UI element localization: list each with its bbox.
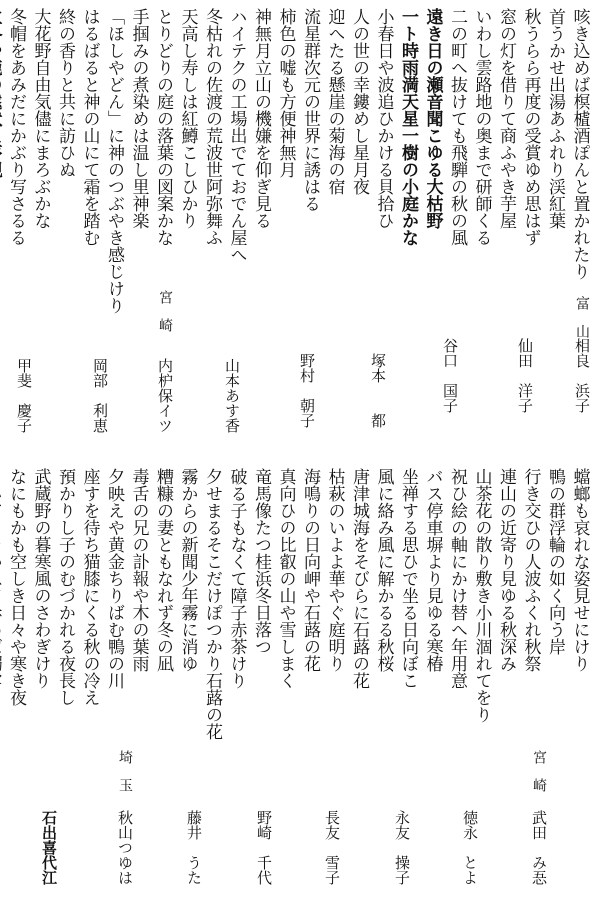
bottom-author-name-2: 徳永 とよ (461, 810, 479, 885)
bottom-verse-7: バス停車塀より見ゆる寒椿 (422, 468, 443, 672)
bottom-author-name-7: 秋山つゆは (116, 810, 134, 885)
top-verse-19: 手掴みの煮染めは温し里神楽 (128, 8, 149, 229)
top-verse-14: 神無月立山の機嫌を仰ぎ見る (251, 8, 271, 229)
bottom-author-name-5: 野崎 千代 (255, 810, 273, 885)
bottom-verse-19: 毒舌の兄の訃報や木の葉雨 (128, 468, 149, 672)
top-author-name-7: 内枦保イツ (156, 358, 174, 433)
top-author-name-9: 甲斐 慶子 (15, 358, 33, 433)
bottom-verse-17: 霧からの新聞少年霧に消ゆ (177, 468, 198, 672)
top-author-name-8: 岡部 利恵 (91, 358, 109, 433)
bottom-author-name-6: 藤井 うた (185, 810, 203, 885)
bottom-verse-12: 海鳴りの日向岬や石蕗の花 (300, 468, 320, 672)
top-author-prefecture-7: 宮 崎 (157, 290, 173, 332)
top-verse-1: 咳き込めば榠樝酒ぽんと置かれたり (569, 8, 590, 280)
top-verse-8: 一ト時雨満天星一樹の小庭かな (398, 8, 418, 246)
bottom-verse-13: 真向ひの比叡の山や雪しまく (275, 468, 296, 689)
top-verse-25 (0, 8, 6, 178)
top-verse-22: 終の香りと共に訪ひぬ (55, 8, 75, 178)
bottom-verse-6: 祝ひ絵の軸にかけ替へ年用意 (447, 468, 467, 689)
top-verse-23: 大花野自由気儘にまろぶかな (30, 8, 51, 229)
bottom-verse-3: 行き交ひの人波ふくれ秋祭 (520, 468, 541, 672)
bottom-verse-5: 山茶花の散り敷き小川涸れてをり (471, 468, 492, 723)
top-verse-15: ハイテクの工場出でておでん屋へ (226, 8, 247, 263)
bottom-verse-1: 蟷螂も哀れな姿見せにけり (569, 468, 590, 672)
bottom-verse-2: 鴨の群浮輪の如く向う岸 (545, 468, 565, 655)
top-author-prefecture-1: 富 山 (574, 296, 590, 338)
top-author-name-3: 谷口 国子 (441, 338, 459, 413)
top-verse-12: 流星群次元の世界に誘はる (300, 8, 320, 212)
bottom-verse-21: 座すを待ち猫膝にくる秋の冷え (79, 468, 100, 706)
top-author-name-5: 野村 朝子 (298, 353, 316, 428)
top-verse-3: 秋うらら再度の受賞ゆめ思はず (520, 8, 541, 246)
top-verse-17: 天高し寿しは紅鱒こしひかり (177, 8, 198, 229)
bottom-verse-14: 竜馬像たつ桂浜冬日落つ (251, 468, 271, 655)
top-verse-10: 人の世の幸鏤めし星月夜 (349, 8, 369, 195)
top-verse-18: とりどりの庭の落葉の図案かな (153, 8, 173, 246)
bottom-author-name-8: 石出喜代江 (40, 810, 58, 885)
bottom-verse-9: 風に絡み風に解かるる秋桜 (373, 468, 394, 672)
bottom-verse-18: 糟糠の妻ともなれず冬の凪 (153, 468, 173, 672)
bottom-verse-24: なにもかも空しき日々や寒き夜 (6, 468, 26, 706)
top-verse-11: 迎へたる懸崖の菊海の宿 (324, 8, 345, 195)
top-verse-6: 二の町へ抜けても飛騨の秋の風 (447, 8, 467, 246)
top-verse-20: 「ほしやどん」に神のつぶやき感じけり (104, 8, 124, 314)
bottom-author-name-4: 長友 雪子 (323, 810, 341, 885)
bottom-verse-4: 連山の近寄り見ゆる秋深み (496, 468, 516, 672)
top-verse-13: 柿色の嘘も方便神無月 (275, 8, 296, 178)
top-verse-5: いわし雲路地の奥まで研師くる (471, 8, 492, 246)
top-author-name-1: 相良 浜子 (573, 338, 591, 413)
bottom-author-prefecture-1: 宮 崎 (531, 750, 547, 792)
bottom-verse-22: 預かりし子のむづかれる夜長し (55, 468, 75, 706)
top-author-name-6: 山本あす香 (223, 358, 241, 433)
bottom-author-name-1: 武田 み忢 (530, 810, 548, 885)
bottom-verse-23: 武蔵野の暮寒風のさわぎけり (30, 468, 51, 689)
bottom-verse-8: 坐禅する思ひで坐る日向ぼこ (398, 468, 418, 689)
top-verse-24: 冬帽をあみだにかぶり写さるる (6, 8, 26, 246)
top-verse-21: はるばると神の山にて霜を踏む (79, 8, 100, 246)
bottom-author-name-3: 永友 操子 (393, 810, 411, 885)
top-verse-16: 冬枯れの佐渡の荒波世阿弥舞ふ (202, 8, 222, 246)
bottom-verse-11: 枯萩のいよよ華やぐ庭明り (324, 468, 345, 672)
top-verse-2: 首うかせ出湯あふれり渓紅葉 (545, 8, 565, 229)
bottom-verse-25 (0, 468, 6, 689)
top-verse-9: 小春日や波追ひかける貝拾ひ (373, 8, 394, 229)
bottom-verse-15: 破る子もなくて障子赤茶けり (226, 468, 247, 689)
bottom-verse-20: 夕映えや黄金ちりばむ鴨の川 (104, 468, 124, 689)
bottom-author-prefecture-7: 埼 玉 (117, 750, 133, 792)
bottom-verse-10: 唐津城海をそびらに石蕗の花 (349, 468, 369, 689)
top-verse-4: 窓の灯を借りて商ふやき芋屋 (496, 8, 516, 229)
top-author-name-2: 仙田 洋子 (516, 338, 534, 413)
top-verse-7: 遠き日の瀬音聞こゆる大枯野 (422, 8, 443, 229)
top-author-name-4: 塚本 都 (369, 353, 387, 428)
bottom-verse-16: 夕せまるそこだけぽつかり石蕗の花 (202, 468, 222, 740)
